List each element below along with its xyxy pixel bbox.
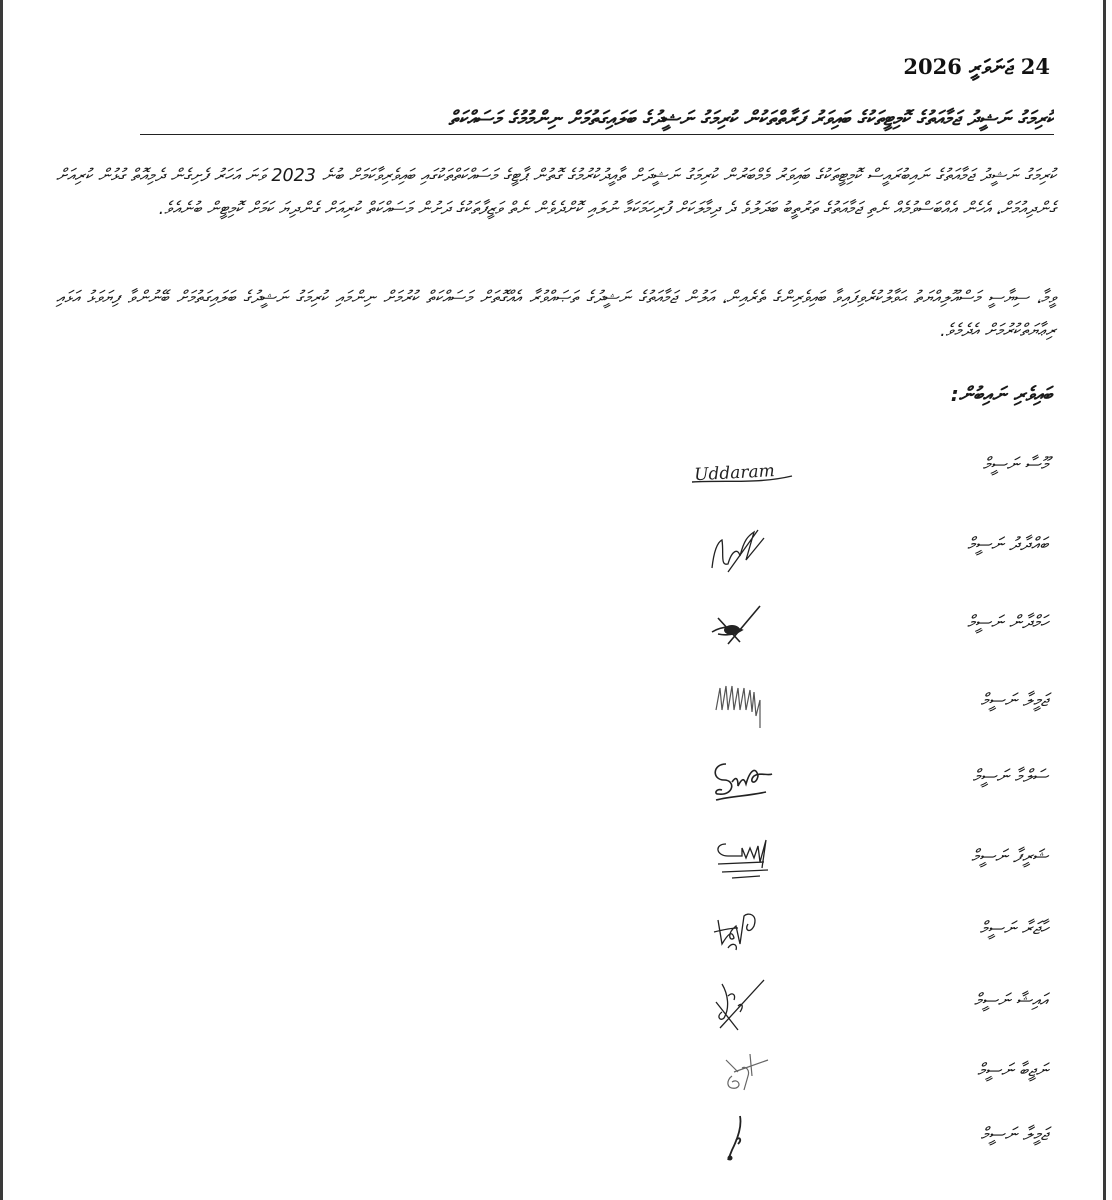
signatory-name: ސަލްމާ ނަސީމް (972, 766, 1048, 787)
signature-image (688, 598, 798, 658)
signatory-row (688, 1046, 1048, 1106)
signatory-row (688, 676, 1048, 736)
signatory-row (688, 976, 1048, 1036)
signatory-name: އައިޝާ ނަސީމް (973, 990, 1048, 1011)
signatory-row (688, 1110, 1048, 1170)
signatory-row (688, 904, 1048, 964)
signature-image (688, 676, 798, 736)
signatory-name: ޖަމީލާ ނަސީމް (980, 690, 1048, 711)
signatory-name: ހާޖަރާ ނަސީމް (979, 918, 1048, 939)
body-paragraph-1: ކުރިމަގު ނަޝީދު ޖަމާއަތުގެ ނައިބުރައީސް ކޮމިޓީތަކުގެ ބައިވަރު މެމްބަރުން ކުރިމަގު ނަޝީދަށް ތާއީދުކުރުމުގެ ގޮތުން ޕާޓީގެ މަސައްކަތްތަކުގައި ބައިވެރިވާކަމަށް ބުނެ 2023 ވަނަ އަހަރު ފެށިގެން ދެމިއޮތް ގުޅުން ކުރިއަށް ގެންދިއުމަށް، އެހެން އެއްބަސްވުމެއް ނެތި ޖަމާއަތުގެ ތަރުތީބު ބަދަލުވެ ދެ ދިމާލަކަށް ފުރިހަމަކަމާ ނުލައި ކޮށްދެވެން ނެތް ވަޒީފާތަކުގެ ދަށުން މަސައްކަތް ކުރިއަށް ގެންދިޔަ ކަމަށް ކޮމިޓީން ބުނެއެވެ. (56, 166, 1056, 219)
signatory-row (688, 520, 1048, 580)
signatories-heading: ބައިވެރި ނައިބުން: (950, 382, 1052, 406)
signature-image (688, 440, 798, 500)
signature-image (688, 1110, 798, 1170)
signatory-name: ނަޖީބާ ނަސީމް (977, 1060, 1048, 1081)
signatory-name: ބައްދާދު ނަސީމް (967, 534, 1048, 555)
signatory-name: ޖަމީލާ ނަސީމް (980, 1124, 1048, 1145)
signature-image (688, 1046, 798, 1106)
signature-image (688, 752, 798, 812)
body-paragraph-2: ވީމާ، ސިޔާސީ މަސްއޫލިއްޔަތު ޙަވާލުކުރެވިފައިވާ ބައިވެރިންގެ ތެރެއިން، އަލުން ޖަމާއަތުގެ ނަޝީދުގެ ތަޞައްވުރާ އެއްގޮތަށް މަސައްކަތް ކުރުމަށް ނިންމައި ކުރިމަގު ނަޝީދުގެ ބަލައިގަތުމަށް ބޭނުންވާ ފިޔަވަޅު އަޅައި ރިޢާޔަތްކުރުމަށް އެދެމެވެ. (56, 288, 1056, 341)
signatory-name: ޝަރީފާ ނަސީމް (971, 846, 1048, 867)
signature-image (688, 832, 798, 892)
document-title: ކުރިމަގު ނަޝީދު ޖަމާއަތުގެ ކޮމިޓީތަކުގެ ބައިވަރު ފަރާތްތަކުން ކުރިމަގު ނަޝީދުގެ ބަލައިގަތުމަށް ނިންމުމުގެ މަސައްކަތް (140, 106, 1054, 135)
signature-image (688, 904, 798, 964)
signature-image (688, 976, 798, 1036)
signatory-name: މޫސާ ނަސީމް (982, 454, 1048, 475)
signatory-row (688, 598, 1048, 658)
signatory-row (688, 752, 1048, 812)
signature-image (688, 520, 798, 580)
signatory-row (688, 440, 1048, 500)
svg-text:Uddaram: Uddaram (693, 461, 776, 486)
signatory-name: ހަމްދާން ނަސީމް (966, 612, 1048, 633)
signatory-row (688, 832, 1048, 892)
document-date: 24 ޖަނަވަރީ 2026 (903, 54, 1050, 79)
